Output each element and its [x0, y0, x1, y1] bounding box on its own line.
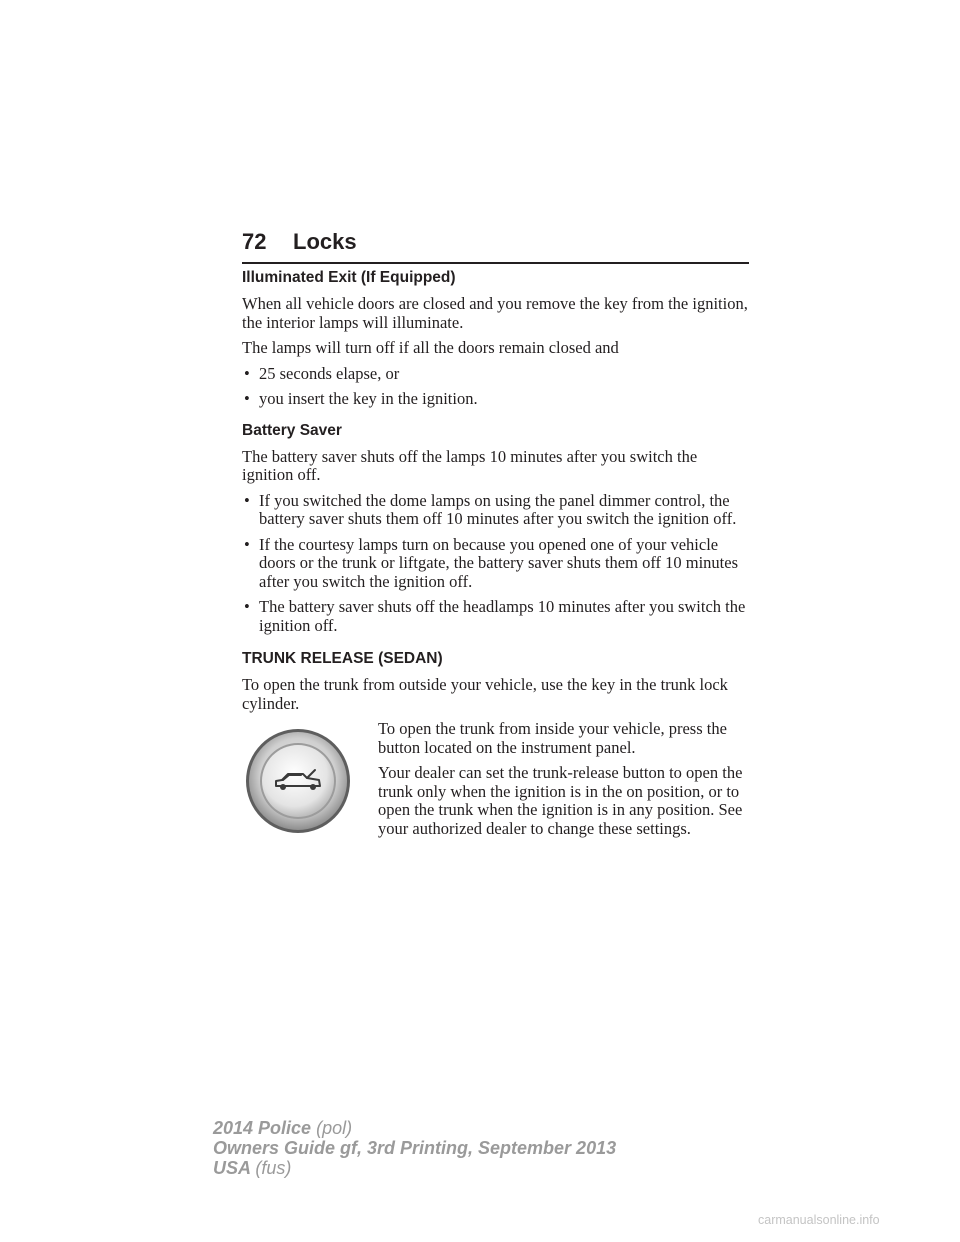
trunk-release-figure-row [242, 720, 752, 838]
list-item: • The battery saver shuts off the headlamps 10 minutes after you switch the ignition off. [242, 598, 752, 635]
chapter-title: Locks [293, 229, 357, 254]
list-item: • you insert the key in the ignition. [242, 390, 752, 409]
trunk-release-button-illustration [245, 728, 351, 834]
illuminated-exit-heading: Illuminated Exit (If Equipped) [242, 269, 456, 286]
footer-line-3 [213, 1158, 616, 1178]
trunk-release-paragraph-3: Your dealer can set the trunk-release button to open the trunk only when the ignition is in the on position, or to open the trunk when the ignition is in any position. See your authorized dealer to change these settings. [378, 763, 743, 838]
watermark: carmanualsonline.info [758, 1213, 880, 1227]
list-item: • 25 seconds elapse, or [242, 365, 752, 384]
battery-saver-paragraph: The battery saver shuts off the lamps 10 minutes after you switch the ignition off. [242, 446, 698, 484]
trunk-release-paragraph-2: To open the trunk from inside your vehicle, press the button located on the instrument panel. [378, 719, 727, 757]
trunk-release-paragraph-1: To open the trunk from outside your vehicle, use the key in the trunk lock cylinder. [242, 675, 728, 713]
footer-model-code: (pol) [316, 1118, 353, 1138]
page-footer [213, 1118, 616, 1178]
footer-line-2: Owners Guide gf, 3rd Printing, September 2013 [213, 1138, 617, 1158]
battery-saver-heading: Battery Saver [242, 421, 342, 439]
list-item: • If you switched the dome lamps on using the panel dimmer control, the battery saver shuts them off 10 minutes after you switch the ignition off. [242, 492, 752, 529]
trunk-release-figure-text [378, 720, 752, 838]
battery-saver-list [242, 492, 752, 636]
footer-market: USA [213, 1158, 251, 1178]
footer-market-code: (fus) [255, 1158, 292, 1178]
page-number: 72 [242, 229, 267, 254]
footer-line-1 [213, 1118, 616, 1138]
illuminated-exit-paragraph-2: The lamps will turn off if all the doors remain closed and [242, 338, 619, 357]
trunk-release-heading: TRUNK RELEASE (SEDAN) [242, 650, 443, 667]
list-item: • If the courtesy lamps turn on because you opened one of your vehicle doors or the trunk or liftgate, the battery saver shuts them off 10 minutes after you switch the ignition off. [242, 536, 752, 592]
illuminated-exit-list [242, 365, 752, 409]
page-content [242, 268, 752, 845]
illuminated-exit-paragraph-1: When all vehicle doors are closed and you remove the key from the ignition, the interior lamps will illuminate. [242, 294, 748, 332]
footer-model: 2014 Police [213, 1118, 312, 1138]
page-header [242, 228, 749, 264]
trunk-release-icon [245, 728, 351, 834]
